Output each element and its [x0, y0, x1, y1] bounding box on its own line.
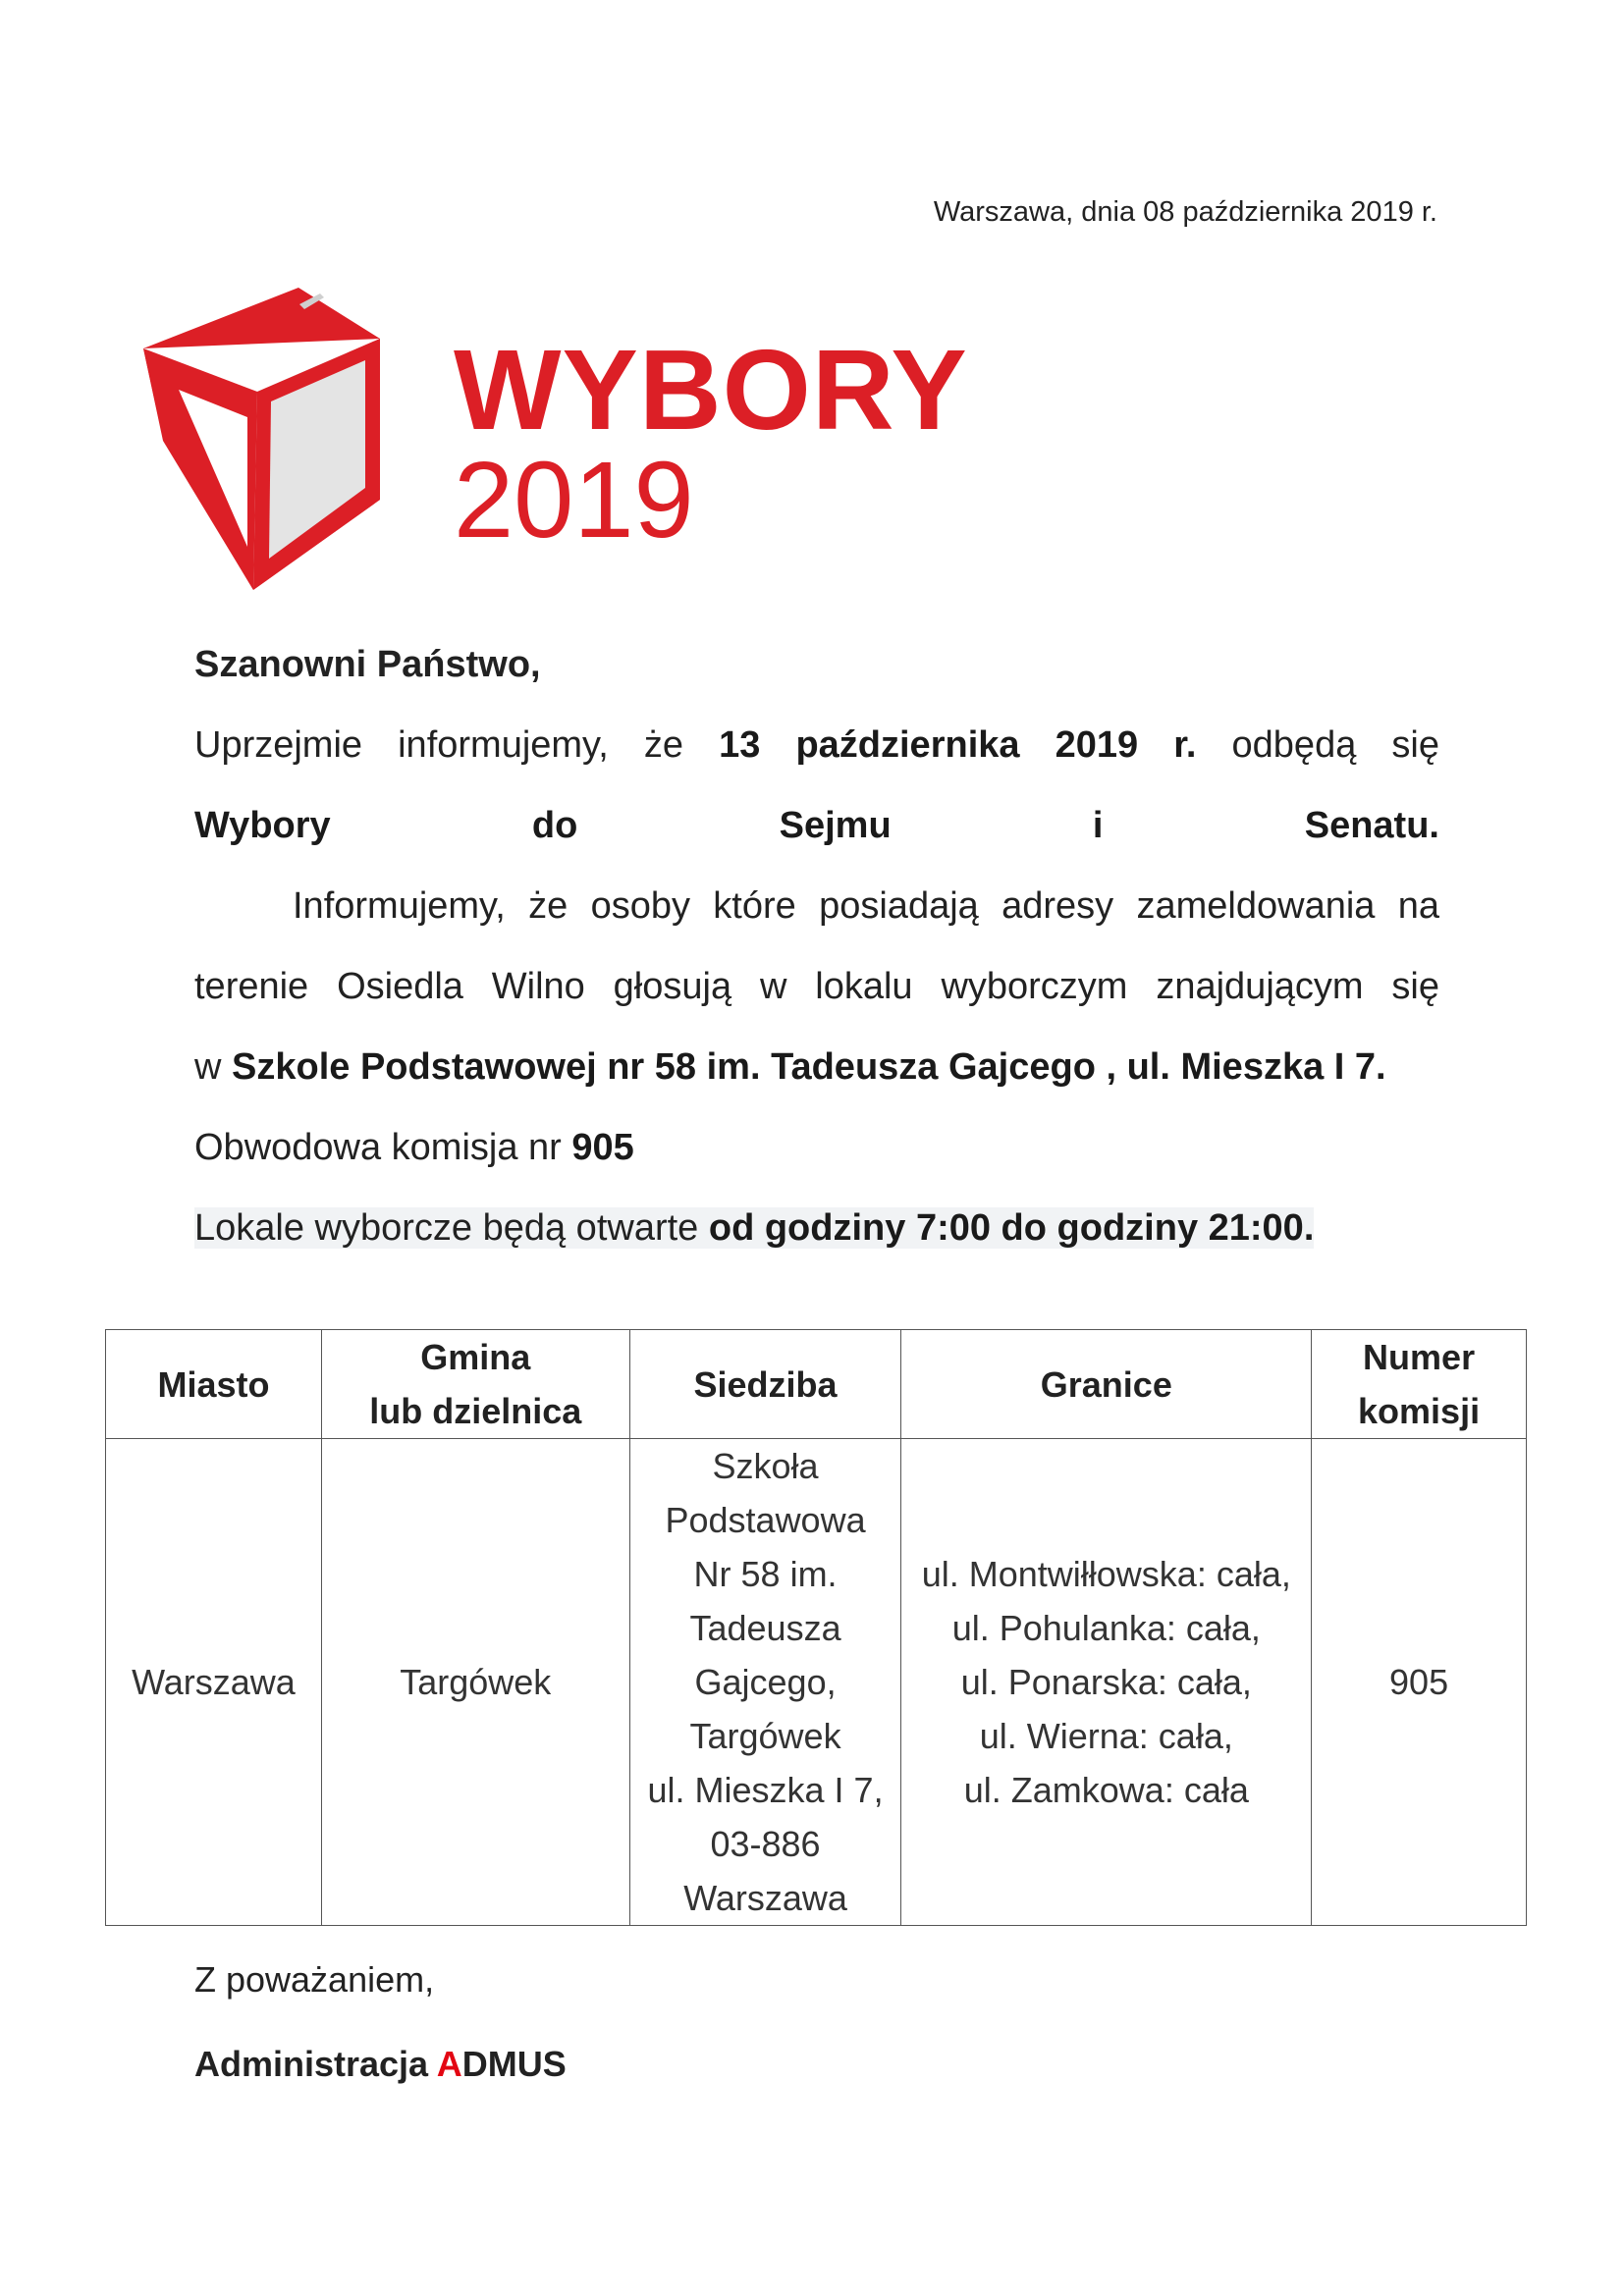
paragraph-election-info	[194, 705, 1439, 866]
cell-seat	[629, 1439, 901, 1926]
hours-line	[194, 1188, 1439, 1268]
ballot-box-icon	[143, 288, 383, 590]
table-row	[106, 1439, 1527, 1926]
paragraph-line	[194, 1027, 1439, 1107]
logo-year: 2019	[454, 440, 694, 561]
paragraph-line: terenie Osiedla Wilno głosują w lokalu wyborczym znajdującym się	[194, 966, 1439, 1007]
signature-rest: DMUS	[461, 2044, 567, 2084]
salutation: Szanowni Państwo,	[194, 644, 541, 685]
hours-highlight	[194, 1207, 1314, 1249]
polling-commission-table	[105, 1329, 1527, 1926]
info-text: Uprzejmie informujemy, że	[194, 724, 684, 766]
border-line: ul. Montwiłłowska: cała,	[921, 1554, 1291, 1594]
election-name: Wybory do Sejmu i Senatu.	[194, 805, 1439, 846]
header-district-line: Gmina	[420, 1337, 531, 1377]
header-borders: Granice	[901, 1330, 1312, 1439]
header-number-line: Numer	[1363, 1337, 1476, 1377]
header-number-line: komisji	[1358, 1391, 1481, 1431]
info-text-end: odbędą się	[1231, 724, 1439, 766]
seat-line: Szkoła	[712, 1446, 819, 1486]
seat-line: Nr 58 im.	[693, 1554, 838, 1594]
cell-district: Targówek	[321, 1439, 629, 1926]
seat-line: 03-886	[710, 1824, 821, 1864]
closing: Z poważaniem,	[194, 1959, 435, 2000]
cell-city: Warszawa	[106, 1439, 322, 1926]
hours-label: Lokale wyborcze będą otwarte	[194, 1207, 699, 1249]
cell-number: 905	[1312, 1439, 1527, 1926]
paragraph-line	[194, 705, 1439, 785]
header-seat: Siedziba	[629, 1330, 901, 1439]
commission-label: Obwodowa komisja nr	[194, 1127, 562, 1168]
signature-accent-letter: A	[436, 2044, 462, 2084]
border-line: ul. Pohulanka: cała,	[951, 1608, 1261, 1648]
table-header-row	[106, 1330, 1527, 1439]
election-date: 13 października 2019 r.	[719, 724, 1197, 766]
seat-line: Gajcego,	[694, 1662, 837, 1702]
seat-line: ul. Mieszka I 7,	[647, 1770, 884, 1810]
wybory-2019-logo	[137, 282, 1001, 596]
commission-number: 905	[571, 1127, 634, 1168]
seat-line: Warszawa	[683, 1878, 847, 1918]
location-prefix: w	[194, 1046, 222, 1088]
border-line: ul. Wierna: cała,	[979, 1716, 1233, 1756]
logo-word: WYBORY	[454, 326, 968, 454]
letter-date: Warszawa, dnia 08 października 2019 r.	[933, 196, 1437, 228]
header-city: Miasto	[106, 1330, 322, 1439]
header-district-line: lub dzielnica	[369, 1391, 582, 1431]
seat-line: Targówek	[689, 1716, 841, 1756]
header-district	[321, 1330, 629, 1439]
hours-value: od godziny 7:00 do godziny 21:00.	[708, 1207, 1315, 1249]
seat-line: Tadeusza	[689, 1608, 841, 1648]
signature	[194, 2044, 567, 2085]
seat-line: Podstawowa	[665, 1500, 866, 1540]
cell-borders	[901, 1439, 1312, 1926]
signature-prefix: Administracja	[194, 2044, 437, 2084]
border-line: ul. Zamkowa: cała	[963, 1770, 1249, 1810]
header-number	[1312, 1330, 1527, 1439]
commission-line	[194, 1107, 1439, 1188]
paragraph-line	[194, 785, 1439, 866]
paragraph-polling-place	[194, 866, 1439, 1268]
polling-location: Szkole Podstawowej nr 58 im. Tadeusza Gajcego , ul. Mieszka I 7.	[232, 1046, 1386, 1088]
border-line: ul. Ponarska: cała,	[960, 1662, 1252, 1702]
paragraph-line: Informujemy, że osoby które posiadają adresy zameldowania na	[293, 885, 1439, 927]
